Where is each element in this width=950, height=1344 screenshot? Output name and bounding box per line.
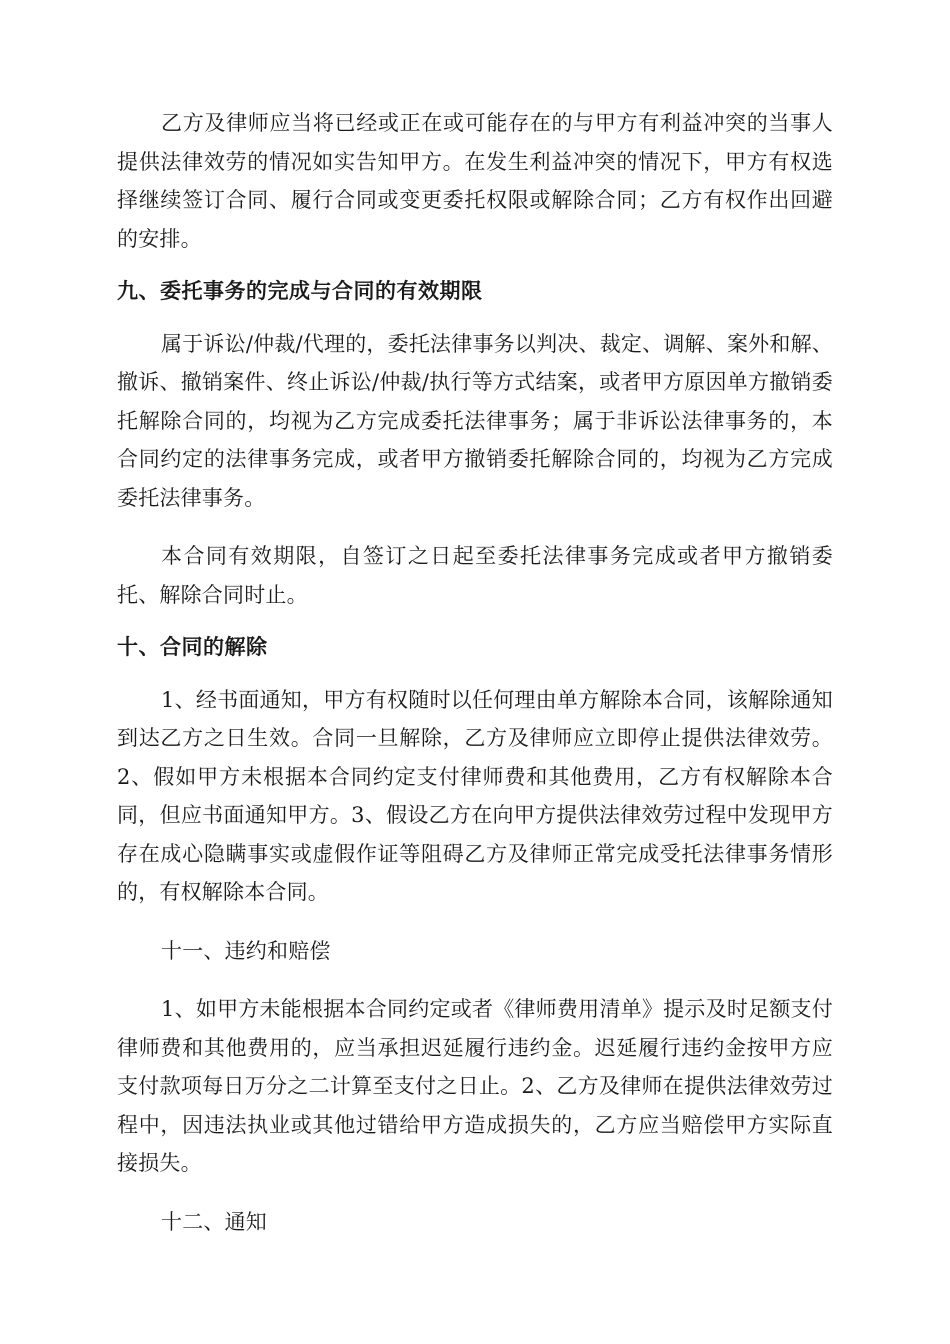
section-heading-9: 九、委托事务的完成与合同的有效期限 — [117, 279, 483, 303]
paragraph-9-validity: 本合同有效期限，自签订之日起至委托法律事务完成或者甲方撤销委托、解除合同时止。 — [117, 544, 833, 607]
document-page — [117, 104, 833, 1241]
section-heading-12: 十二、通知 — [161, 1209, 267, 1234]
section-heading-10: 十、合同的解除 — [117, 635, 268, 659]
paragraph-11-breach: 1、如甲方未能根据本合同约定或者《律师费用清单》提示及时足额支付律师费和其他费用的，应当承担迟延履行违约金。迟延履行违约金按甲方应支付款项每日万分之二计算至支付之日止。2、乙方及律师在提供法律效劳过程中，因违法执业或其他过错给甲方造成损失的，乙方应当赔偿甲方实际直接损失。 — [117, 997, 833, 1175]
paragraph-10-termination: 1、经书面通知，甲方有权随时以任何理由单方解除本合同，该解除通知到达乙方之日生效。合同一旦解除，乙方及律师应立即停止提供法律效劳。2、假如甲方未根据本合同约定支付律师费和其他费用，乙方有权解除本合同，但应书面通知甲方。3、假设乙方在向甲方提供法律效劳过程中发现甲方存在成心隐瞒事实或虚假作证等阻碍乙方及律师正常完成受托法律事务情形的，有权解除本合同。 — [117, 687, 833, 904]
paragraph-9-completion: 属于诉讼/仲裁/代理的，委托法律事务以判决、裁定、调解、案外和解、撤诉、撤销案件、终止诉讼/仲裁/执行等方式结案，或者甲方原因单方撤销委托解除合同的，均视为乙方完成委托法律事务；属于非诉讼法律事务的，本合同约定的法律事务完成，或者甲方撤销委托解除合同的，均视为乙方完成委托法律事务。 — [117, 331, 833, 510]
paragraph-conflict-of-interest: 乙方及律师应当将已经或正在或可能存在的与甲方有利益冲突的当事人提供法律效劳的情况如实告知甲方。在发生利益冲突的情况下，甲方有权选择继续签订合同、履行合同或变更委托权限或解除合同；乙方有权作出回避的安排。 — [117, 111, 833, 251]
section-heading-11: 十一、违约和赔偿 — [161, 938, 331, 963]
